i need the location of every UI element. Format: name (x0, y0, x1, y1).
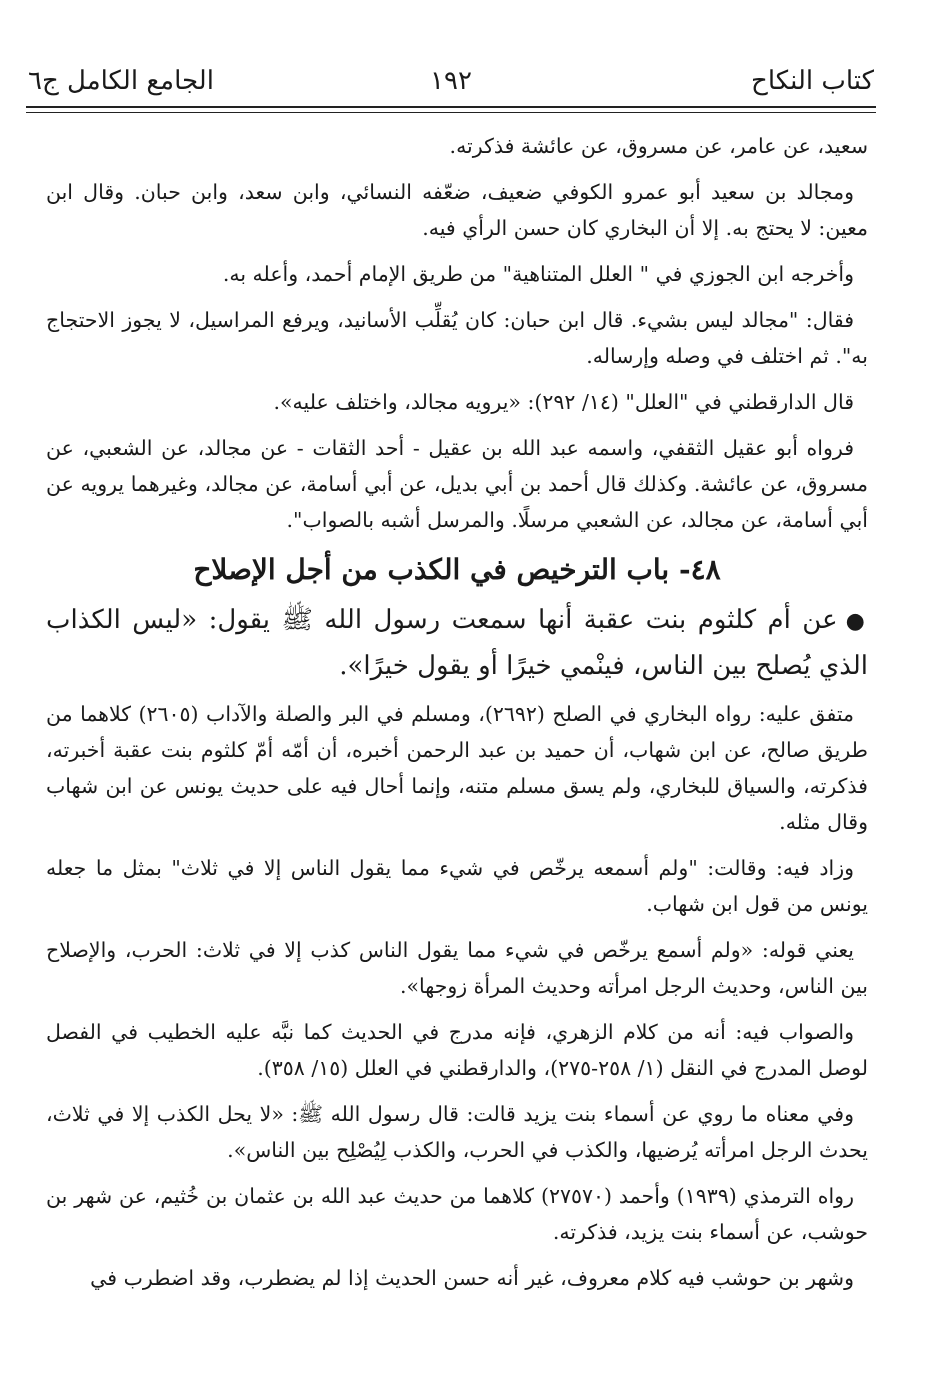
paragraph: سعيد، عن عامر، عن مسروق، عن عائشة فذكرته. (449, 134, 868, 158)
paragraph: يعني قوله: «ولم أسمع يرخّص في شيء مما يقول الناس كذب إلا في ثلاث: الحرب، والإصلاح بين الناس، وحديث الرجل امرأته وحديث المرأة زوجها». (46, 938, 868, 998)
hadith-body: عن أم كلثوم بنت عقبة أنها سمعت رسول الله ﷺ يقول: «ليس الكذاب الذي يُصلح بين الناس، فينْمي خيرًا أو يقول خيرًا». (46, 605, 868, 681)
paragraph: فرواه أبو عقيل الثقفي، واسمه عبد الله بن عقيل - أحد الثقات - عن مجالد، عن الشعبي، عن مسروق، عن عائشة. وكذلك قال أحمد بن أبي بديل، عن أبي أسامة، عن مجالد، وغيرهما يرويه عن أبي أسامة، عن مجالد، عن الشعبي مرسلًا. والمرسل أشبه بالصواب". (46, 436, 868, 532)
paragraph: وأخرجه ابن الجوزي في " العلل المتناهية" من طريق الإمام أحمد، وأعله به. (222, 262, 854, 286)
running-header (28, 62, 874, 106)
paragraph: وشهر بن حوشب فيه كلام معروف، غير أنه حسن الحديث إذا لم يضطرب، وقد اضطرب في (90, 1266, 854, 1290)
paragraph: ومجالد بن سعيد أبو عمرو الكوفي ضعيف، ضعّفه النسائي، وابن سعد، وابن حبان. وقال ابن معين: لا يحتج به. إلا أن البخاري كان حسن الرأي فيه. (46, 180, 868, 240)
page-body (46, 128, 868, 1306)
paragraph: رواه الترمذي (١٩٣٩) وأحمد (٢٧٥٧٠) كلاهما من حديث عبد الله بن عثمان بن خُثيم، عن شهر بن حوشب، عن أسماء بنت يزيد، فذكرته. (46, 1184, 868, 1244)
header-rule-thin (26, 112, 876, 113)
chapter-title: ٤٨- باب الترخيص في الكذب من أجل الإصلاح (193, 553, 721, 586)
volume-title: الجامع الكامل ج٦ (28, 66, 214, 96)
page-number: ١٩٢ (430, 66, 472, 96)
paragraph: وفي معناه ما روي عن أسماء بنت يزيد قالت: قال رسول الله ﷺ: «لا يحل الكذب إلا في ثلاث، يحدث الرجل امرأته يُرضيها، والكذب في الحرب، والكذب لِيُصْلِح بين الناس». (46, 1102, 868, 1162)
header-rule-thick (26, 106, 876, 108)
paragraph: فقال: "مجالد ليس بشيء. قال ابن حبان: كان يُقلِّب الأسانيد، ويرفع المراسيل، لا يجوز الاحتجاج به". ثم اختلف في وصله وإرساله. (46, 308, 868, 368)
paragraph: قال الدارقطني في "العلل" (١٤/ ٢٩٢): «يرويه مجالد، واختلف عليه». (273, 390, 854, 414)
paragraph: والصواب فيه: أنه من كلام الزهري، فإنه مدرج في الحديث كما نبَّه عليه الخطيب في الفصل لوصل المدرج في النقل (١/ ٢٥٨-٢٧٥)، والدارقطني في العلل (١٥/ ٣٥٨). (46, 1020, 868, 1080)
book-section-title: كتاب النكاح (751, 66, 874, 96)
paragraph: وزاد فيه: وقالت: "ولم أسمعه يرخّص في شيء مما يقول الناس إلا في ثلاث" بمثل ما جعله يونس من قول ابن شهاب. (46, 856, 868, 916)
hadith-text (46, 598, 868, 688)
paragraph: متفق عليه: رواه البخاري في الصلح (٢٦٩٢)، ومسلم في البر والصلة والآداب (٢٦٠٥) كلاهما من طريق صالح، عن ابن شهاب، أن حميد بن عبد الرحمن أخبره، أن أمّه أمّ كلثوم بنت عقبة أخبرته، فذكرته، والسياق للبخاري، ولم يسق مسلم متنه، وإنما أحال فيه على حديث يونس عن ابن شهاب وقال مثله. (46, 702, 868, 834)
bullet-icon: ● (845, 609, 869, 634)
